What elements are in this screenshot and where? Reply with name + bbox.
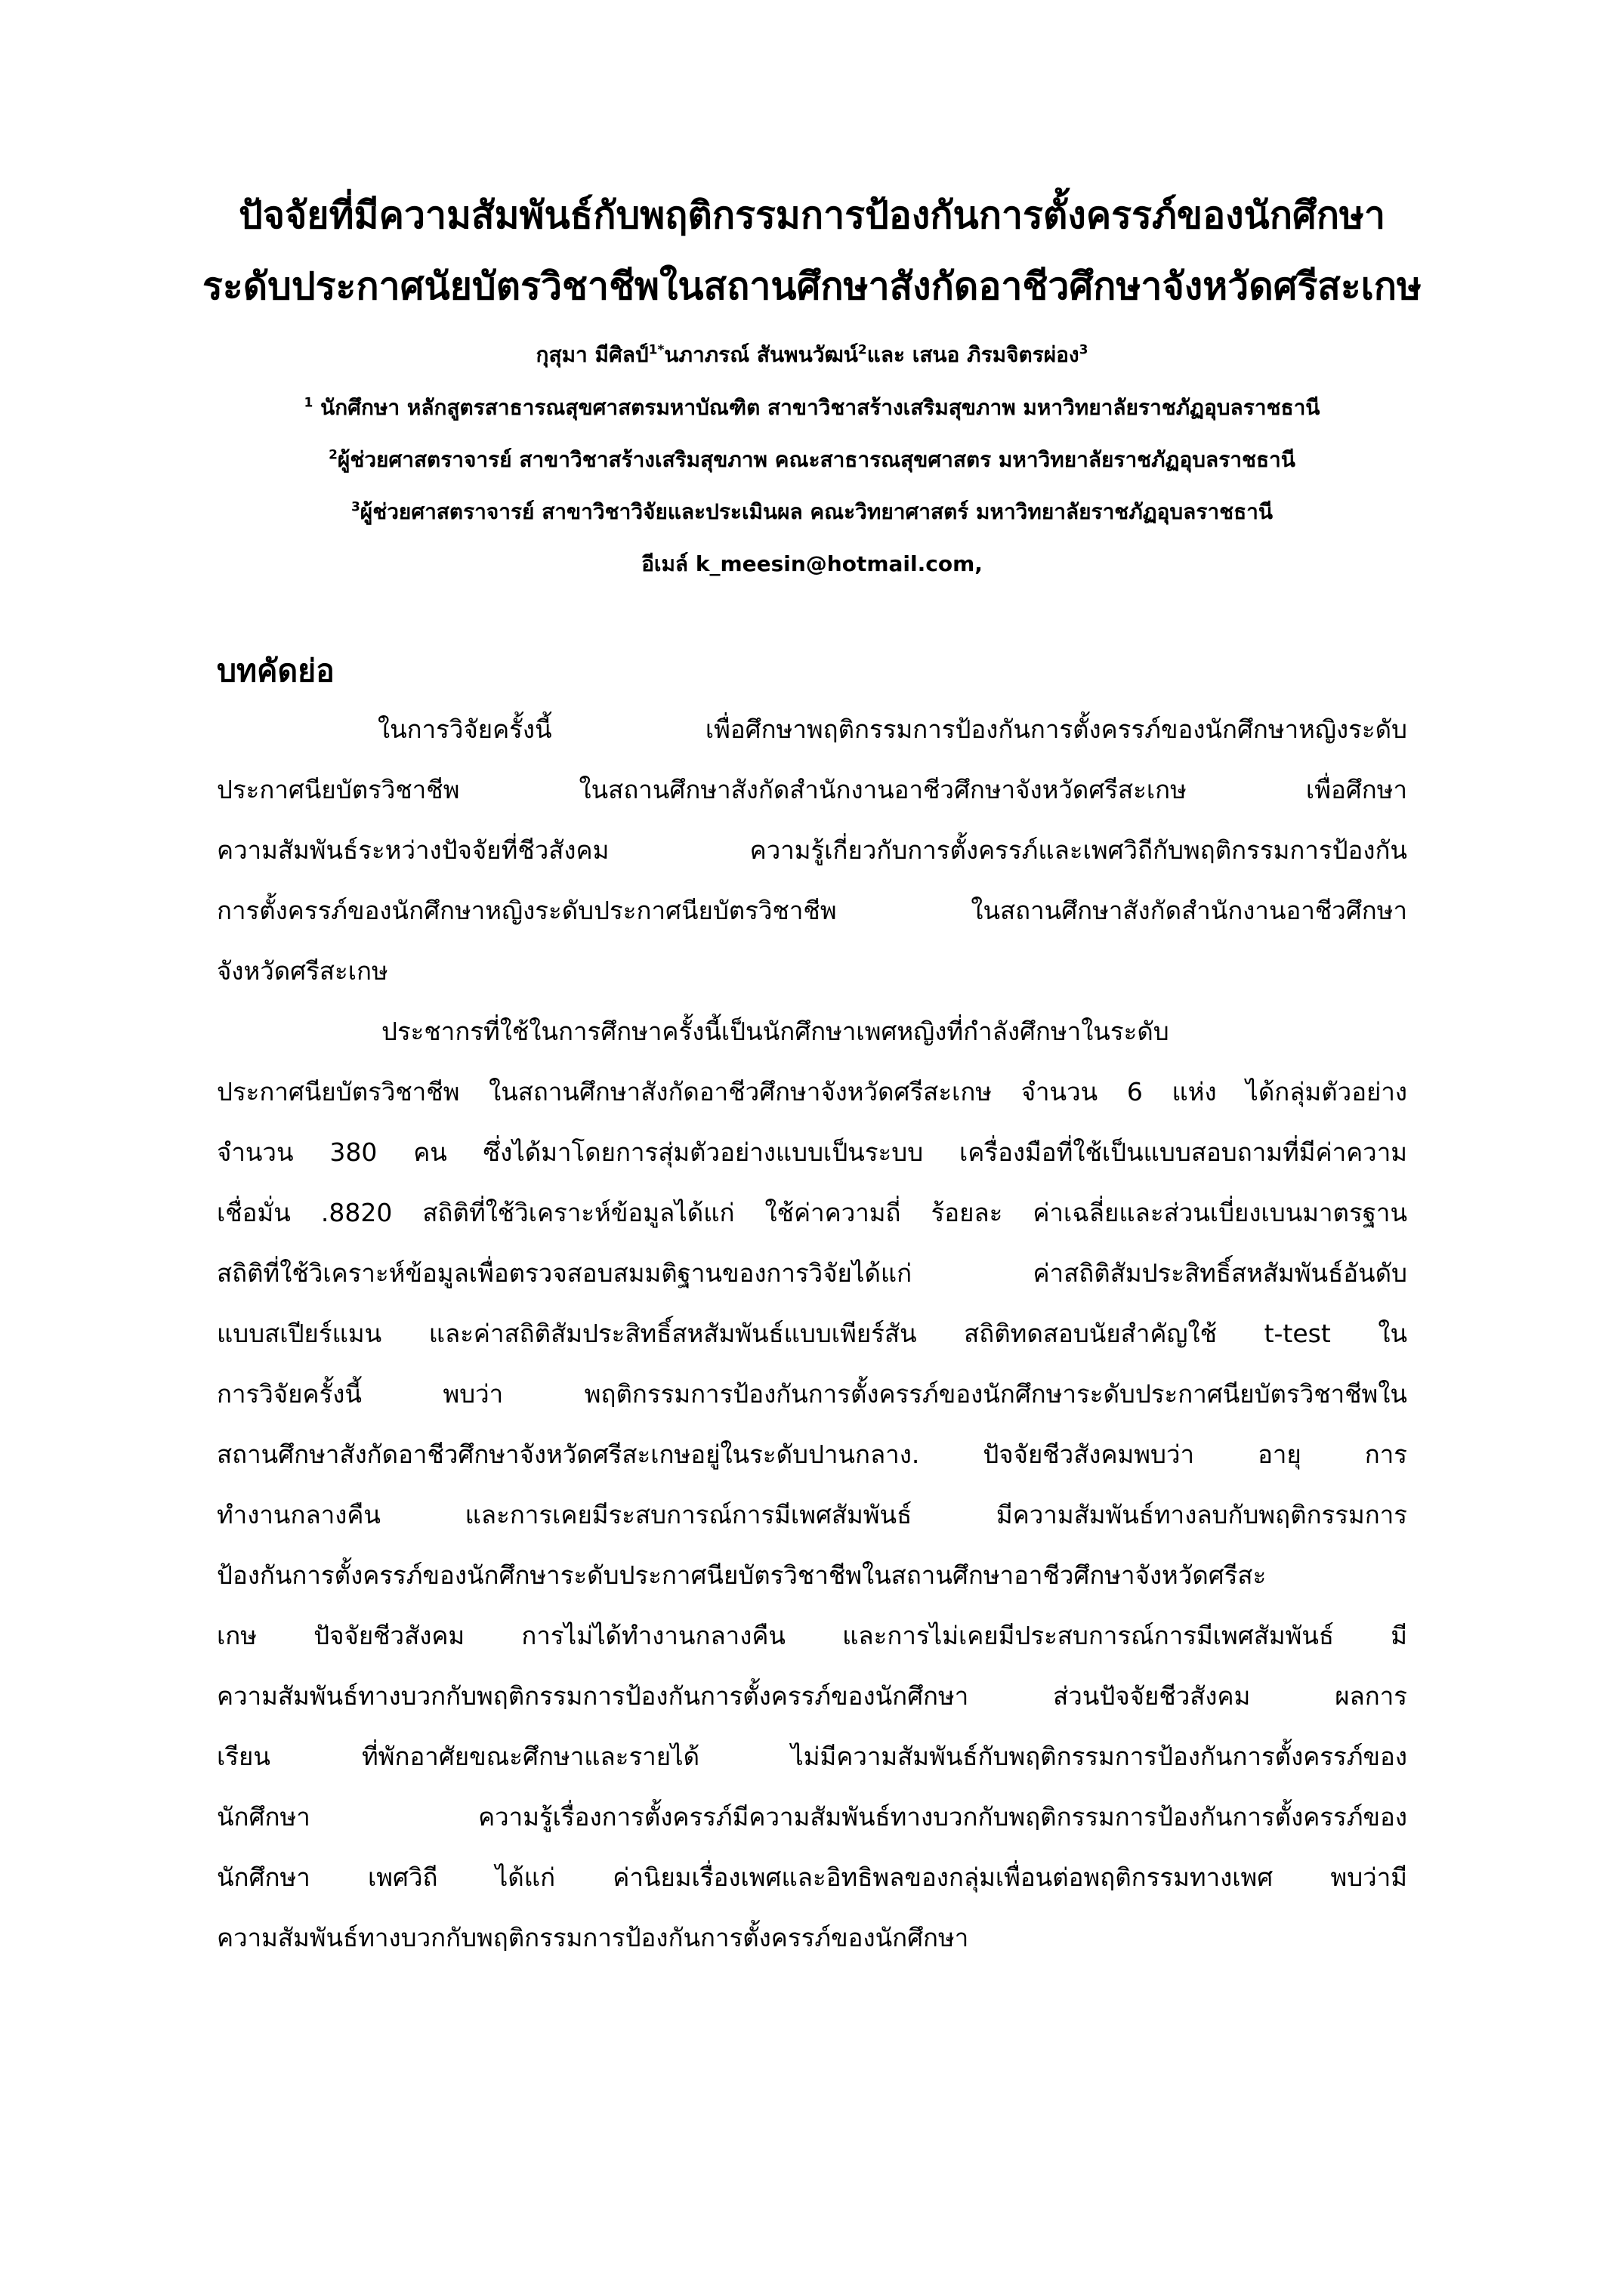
abstract-line: ทำงานกลางคืน และการเคยมีระสบการณ์การมีเพศสัมพันธ์ มีความสัมพันธ์ทางลบกับพฤติกรรมการ <box>217 1500 1407 1529</box>
affiliation-2 <box>181 443 1443 477</box>
paper-title-line-2: ระดับประกาศนัยบัตรวิชาชีพในสถานศึกษาสังกัดอาชีวศึกษาจังหวัดศรีสะเกษ <box>202 264 1422 308</box>
author-1-mark: 1* <box>648 342 665 358</box>
affiliation-1-mark: 1 <box>304 395 313 411</box>
affiliation-1 <box>181 391 1443 424</box>
author-2-mark: 2 <box>857 342 867 358</box>
abstract-line: ความสัมพันธ์ทางบวกกับพฤติกรรมการป้องกันการตั้งครรภ์ของนักศึกษา <box>217 1923 969 1952</box>
affiliation-1-text: นักศึกษา หลักสูตรสาธารณสุขศาสตรมหาบัณฑิต สาขาวิชาสร้างเสริมสุขภาพ มหาวิทยาลัยราชภัฏอุบลราชธานี <box>313 395 1320 420</box>
abstract-line: ประกาศนียบัตรวิชาชีพ ในสถานศึกษาสังกัดสำนักงานอาชีวศึกษาจังหวัดศรีสะเกษ เพื่อศึกษา <box>217 775 1407 804</box>
paper-title-line-1: ปัจจัยที่มีความสัมพันธ์กับพฤติกรรมการป้องกันการตั้งครรภ์ของนักศึกษา <box>238 193 1386 237</box>
contact-email: อีเมล์ k_meesin@hotmail.com, <box>641 551 983 576</box>
abstract-line: ความสัมพันธ์ทางบวกกับพฤติกรรมการป้องกันการตั้งครรภ์ของนักศึกษา ส่วนปัจจัยชีวสังคม ผลการ <box>217 1681 1407 1711</box>
affiliation-3 <box>181 495 1443 529</box>
abstract-line: ประชากรที่ใช้ในการศึกษาครั้งนี้เป็นนักศึกษาเพศหญิงที่กำลังศึกษาในระดับ <box>381 1017 1169 1046</box>
abstract-line: จำนวน 380 คน ซึ่งได้มาโดยการสุ่มตัวอย่างแบบเป็นระบบ เครื่องมือที่ใช้เป็นแบบสอบถามที่มีค่าความ <box>217 1137 1407 1167</box>
affiliation-2-text: ผู้ช่วยศาสตราจารย์ สาขาวิชาสร้างเสริมสุขภาพ คณะสาธารณสุขศาสตร มหาวิทยาลัยราชภัฏอุบลราชธานี <box>337 447 1295 472</box>
author-3: และ เสนอ ภิรมจิตรผ่อง <box>866 342 1079 367</box>
author-1: กุสุมา มีศิลป์ <box>536 342 649 367</box>
abstract-line: ในการวิจัยครั้งนี้ เพื่อศึกษาพฤติกรรมการป้องกันการตั้งครรภ์ของนักศึกษาหญิงระดับ <box>378 714 1407 744</box>
abstract-line: เรียน ที่พักอาศัยขณะศึกษาและรายได้ ไม่มีความสัมพันธ์กับพฤติกรรมการป้องกันการตั้งครรภ์ของ <box>217 1742 1407 1771</box>
affiliation-2-mark: 2 <box>329 447 338 463</box>
author-list <box>181 338 1443 372</box>
abstract-line: แบบสเปียร์แมน และค่าสถิติสัมประสิทธิ์สหสัมพันธ์แบบเพียร์สัน สถิติทดสอบนัยสำคัญใช้ t-test ใน <box>217 1319 1407 1348</box>
abstract-line: สถานศึกษาสังกัดอาชีวศึกษาจังหวัดศรีสะเกษอยู่ในระดับปานกลาง. ปัจจัยชีวสังคมพบว่า อายุ การ <box>217 1440 1407 1469</box>
abstract-line: ประกาศนียบัตรวิชาชีพ ในสถานศึกษาสังกัดอาชีวศึกษาจังหวัดศรีสะเกษ จำนวน 6 แห่ง ได้กลุ่มตัวอย่าง <box>217 1077 1407 1106</box>
abstract-line: สถิติที่ใช้วิเคราะห์ข้อมูลเพื่อตรวจสอบสมมติฐานของการวิจัยได้แก่ ค่าสถิติสัมประสิทธิ์สหสัมพันธ์อันดับ <box>217 1258 1407 1288</box>
abstract-line: นักศึกษา ความรู้เรื่องการตั้งครรภ์มีความสัมพันธ์ทางบวกกับพฤติกรรมการป้องกันการตั้งครรภ์ของ <box>217 1802 1407 1832</box>
abstract-line: จังหวัดศรีสะเกษ <box>217 956 388 986</box>
abstract-line: เชื่อมั่น .8820 สถิติที่ใช้วิเคราะห์ข้อมูลได้แก่ ใช้ค่าความถี่ ร้อยละ ค่าเฉลี่ยและส่วนเบี่ยงเบนมาตรฐาน <box>217 1198 1407 1227</box>
abstract-line: ความสัมพันธ์ระหว่างปัจจัยที่ชีวสังคม ความรู้เกี่ยวกับการตั้งครรภ์และเพศวิถีกับพฤติกรรมการป้องกัน <box>217 835 1407 865</box>
abstract-line: การวิจัยครั้งนี้ พบว่า พฤติกรรมการป้องกันการตั้งครรภ์ของนักศึกษาระดับประกาศนียบัตรวิชาชีพใน <box>217 1379 1407 1409</box>
author-3-mark: 3 <box>1079 342 1088 358</box>
affiliation-3-mark: 3 <box>350 499 360 515</box>
abstract-heading: บทคัดย่อ <box>217 653 335 689</box>
affiliation-3-text: ผู้ช่วยศาสตราจารย์ สาขาวิชาวิจัยและประเมินผล คณะวิทยาศาสตร์ มหาวิทยาลัยราชภัฏอุบลราชธานี <box>360 499 1274 524</box>
abstract-line: เกษ ปัจจัยชีวสังคม การไม่ได้ทำงานกลางคืน และการไม่เคยมีประสบการณ์การมีเพศสัมพันธ์ มี <box>217 1621 1407 1650</box>
author-2: นภาภรณ์ สันพนวัฒน์ <box>664 342 858 367</box>
abstract-line: ป้องกันการตั้งครรภ์ของนักศึกษาระดับประกาศนียบัตรวิชาชีพในสถานศึกษาอาชีวศึกษาจังหวัดศรีสะ <box>217 1560 1267 1590</box>
abstract-line: การตั้งครรภ์ของนักศึกษาหญิงระดับประกาศนียบัตรวิชาชีพ ในสถานศึกษาสังกัดสำนักงานอาชีวศึกษา <box>217 896 1407 925</box>
abstract-line: นักศึกษา เพศวิถี ได้แก่ ค่านิยมเรื่องเพศและอิทธิพลของกลุ่มเพื่อนต่อพฤติกรรมทางเพศ พบว่ามี <box>217 1862 1407 1892</box>
